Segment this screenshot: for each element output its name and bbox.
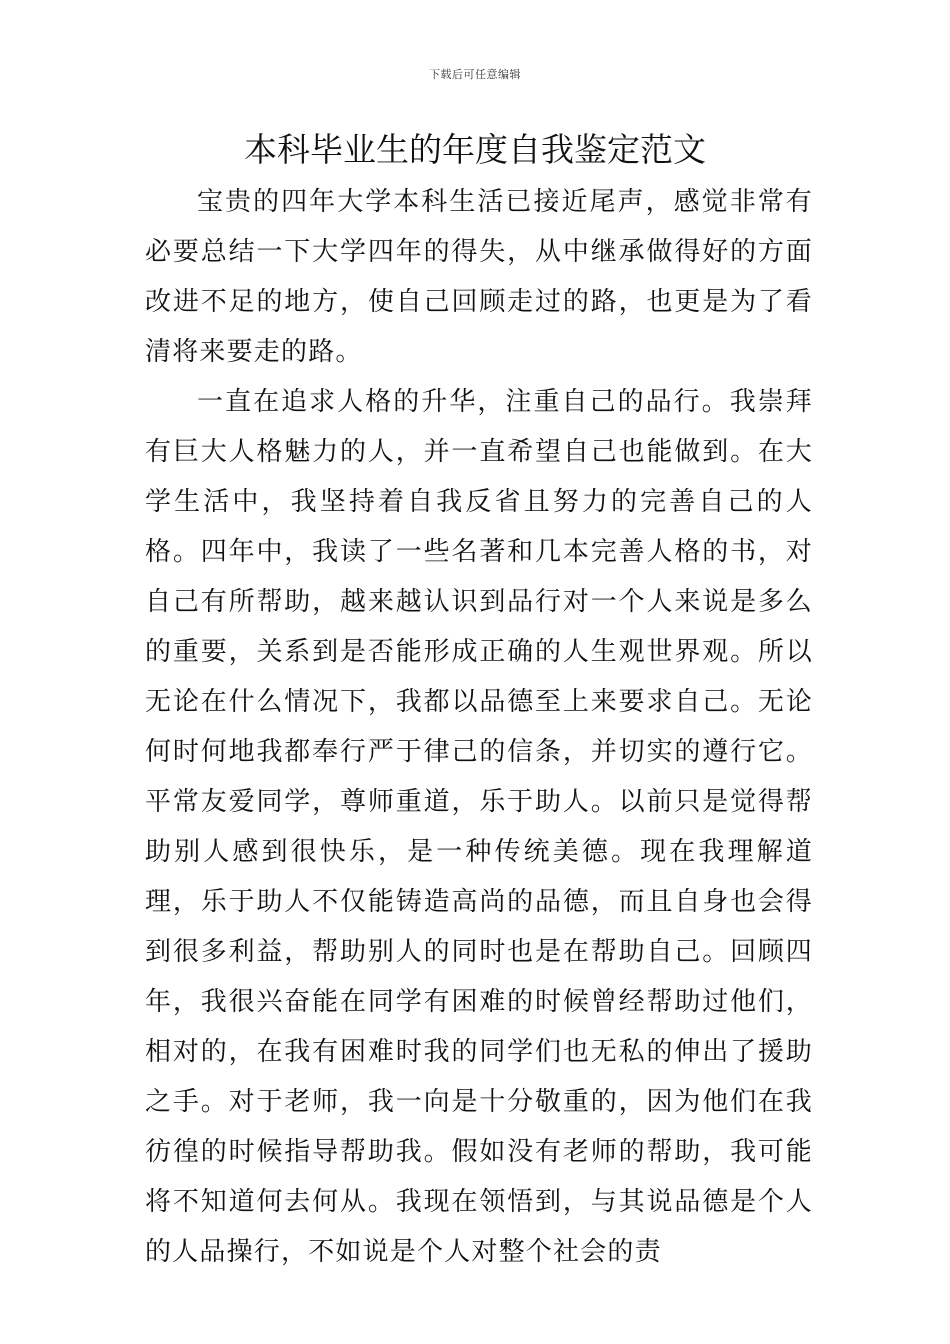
- paragraph-2: 一直在追求人格的升华，注重自己的品行。我崇拜有巨大人格魅力的人，并一直希望自己也能做到。在大学生活中，我坚持着自我反省且努力的完善自己的人格。四年中，我读了一些名著和几本完善人格的书，对自己有所帮助，越来越认识到品行对一个人来说是多么的重要，关系到是否能形成正确的人生观世界观。所以无论在什么情况下，我都以品德至上来要求自己。无论何时何地我都奉行严于律己的信条，并切实的遵行它。平常友爱同学，尊师重道，乐于助人。以前只是觉得帮助别人感到很快乐，是一种传统美德。现在我理解道理，乐于助人不仅能铸造高尚的品德，而且自身也会得到很多利益，帮助别人的同时也是在帮助自己。回顾四年，我很兴奋能在同学有困难的时候曾经帮助过他们，相对的，在我有困难时我的同学们也无私的伸出了援助之手。对于老师，我一向是十分敬重的，因为他们在我彷徨的时候指导帮助我。假如没有老师的帮助，我可能将不知道何去何从。我现在领悟到，与其说品德是个人的人品操行，不如说是个人对整个社会的责: [145, 387, 813, 1267]
- document-body: [145, 177, 813, 1277]
- header-note: 下载后可任意编辑: [429, 68, 521, 81]
- paragraph-1: 宝贵的四年大学本科生活已接近尾声，感觉非常有必要总结一下大学四年的得失，从中继承做得好的方面改进不足的地方，使自己回顾走过的路，也更是为了看清将来要走的路。: [145, 187, 813, 367]
- document-title: 本科毕业生的年度自我鉴定范文: [244, 130, 706, 169]
